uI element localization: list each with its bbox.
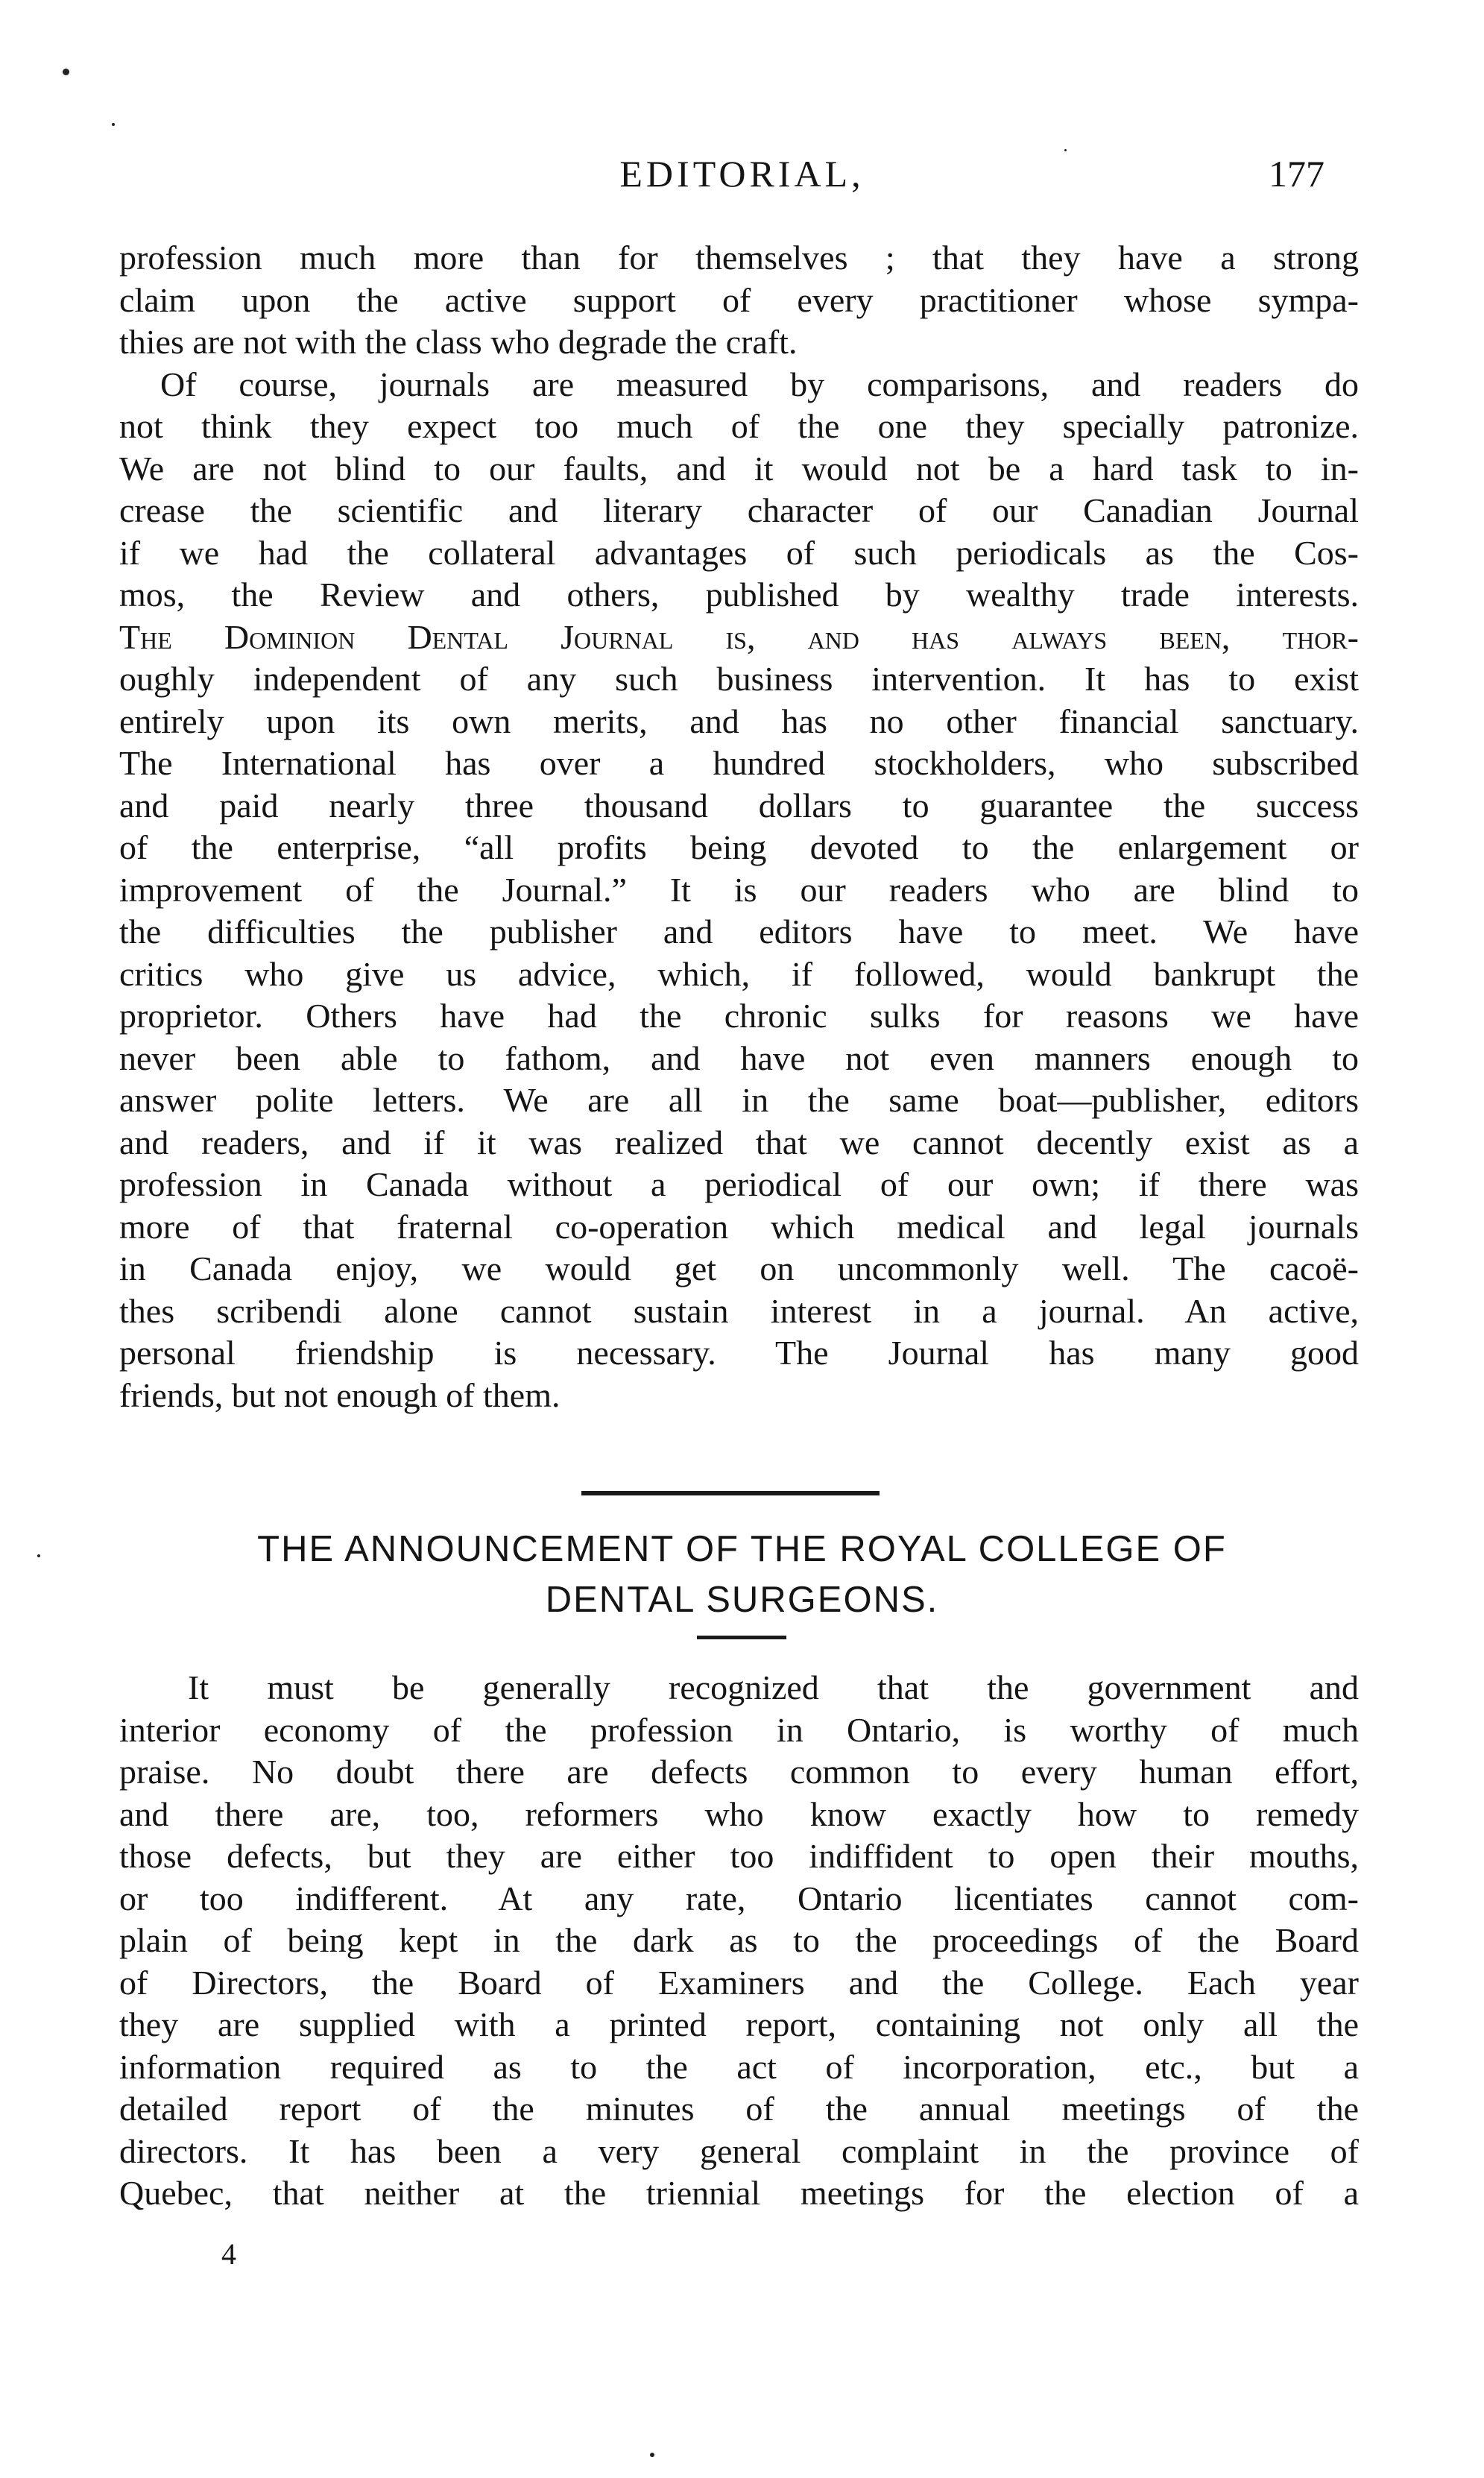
text-line: Quebec, that neither at the triennial meetings for the election of a xyxy=(119,2174,1359,2212)
stray-mark xyxy=(650,2453,654,2457)
text-line: never been able to fathom, and have not even manners enough to xyxy=(119,1038,1359,1077)
text-line: they are supplied with a printed report, containing not only all the xyxy=(119,2005,1359,2043)
text-line: profession in Canada without a periodical of our own; if there was xyxy=(119,1165,1359,1203)
text-line: and paid nearly three thousand dollars to guarantee the success xyxy=(119,786,1359,825)
text-line: more of that fraternal co-operation which medical and legal journals xyxy=(119,1207,1359,1246)
announcement-text xyxy=(119,1667,1359,2215)
text-line: if we had the collateral advantages of such periodicals as the Cos- xyxy=(119,533,1359,572)
text-line: The Dominion Dental Journal is, and has always been, thor- xyxy=(119,617,1359,656)
text-line: improvement of the Journal.” It is our readers who are blind to xyxy=(119,870,1359,909)
signature-mark: 4 xyxy=(221,2237,236,2271)
text-line: not think they expect too much of the one they specially patronize. xyxy=(119,407,1359,445)
text-line: thes scribendi alone cannot sustain interest in a journal. An active, xyxy=(119,1291,1359,1330)
text-line: in Canada enjoy, we would get on uncommonly well. The cacoë- xyxy=(119,1249,1359,1287)
text-line: mos, the Review and others, published by wealthy trade interests. xyxy=(119,576,1359,614)
text-line: critics who give us advice, which, if followed, would bankrupt the xyxy=(119,954,1359,993)
section-heading: THE ANNOUNCEMENT OF THE ROYAL COLLEGE OF xyxy=(257,1529,1227,1569)
text-line: plain of being kept in the dark as to the proceedings of the Board xyxy=(119,1921,1359,1959)
stray-mark xyxy=(112,123,115,126)
text-line: and readers, and if it was realized that we cannot decently exist as a xyxy=(119,1123,1359,1161)
section-heading-continued: DENTAL SURGEONS. xyxy=(545,1580,939,1620)
text-line: detailed report of the minutes of the annual meetings of the xyxy=(119,2090,1359,2128)
text-line: interior economy of the profession in Ontario, is worthy of much xyxy=(119,1710,1359,1749)
running-head xyxy=(0,152,1484,204)
text-line: of Directors, the Board of Examiners and the College. Each year xyxy=(119,1963,1359,2002)
text-line: friends, but not enough of them. xyxy=(119,1375,561,1414)
heading-underline xyxy=(697,1636,786,1639)
stray-mark xyxy=(63,69,69,75)
text-line: those defects, but they are either too indiffident to open their mouths, xyxy=(119,1837,1359,1875)
text-line: It must be generally recognized that the government and xyxy=(188,1668,1359,1706)
text-line: profession much more than for themselves ; that they have a strong xyxy=(119,239,1359,277)
text-line: entirely upon its own merits, and has no other financial sanctuary. xyxy=(119,702,1359,740)
text-line: or too indifferent. At any rate, Ontario licentiates cannot com- xyxy=(119,1879,1359,1917)
text-line: Of course, journals are measured by comparisons, and readers do xyxy=(160,365,1359,403)
stray-mark xyxy=(1064,149,1067,151)
text-line: praise. No doubt there are defects common to every human effort, xyxy=(119,1753,1359,1791)
text-line: thies are not with the class who degrade the craft. xyxy=(119,323,798,361)
text-line: personal friendship is necessary. The Journal has many good xyxy=(119,1334,1359,1372)
text-line: oughly independent of any such business intervention. It has to exist xyxy=(119,660,1359,698)
running-head-title: EDITORIAL, xyxy=(619,153,865,195)
section-divider xyxy=(581,1491,880,1495)
text-line: proprietor. Others have had the chronic sulks for reasons we have xyxy=(119,997,1359,1035)
text-line: and there are, too, reformers who know exactly how to remedy xyxy=(119,1794,1359,1833)
text-line: We are not blind to our faults, and it would not be a hard task to in- xyxy=(119,449,1359,488)
page-number: 177 xyxy=(1269,153,1324,195)
text-line: answer polite letters. We are all in the same boat—publisher, editors xyxy=(119,1081,1359,1119)
text-line: of the enterprise, “all profits being devoted to the enlargement or xyxy=(119,828,1359,866)
editorial-text xyxy=(119,237,1359,1416)
text-line: crease the scientific and literary character of our Canadian Journal xyxy=(119,491,1359,529)
text-line: information required as to the act of incorporation, etc., but a xyxy=(119,2047,1359,2086)
text-line: directors. It has been a very general complaint in the province of xyxy=(119,2131,1359,2170)
text-line: claim upon the active support of every practitioner whose sympa- xyxy=(119,280,1359,319)
text-line: The International has over a hundred stockholders, who subscribed xyxy=(119,744,1359,782)
text-line: the difficulties the publisher and editors have to meet. We have xyxy=(119,912,1359,950)
